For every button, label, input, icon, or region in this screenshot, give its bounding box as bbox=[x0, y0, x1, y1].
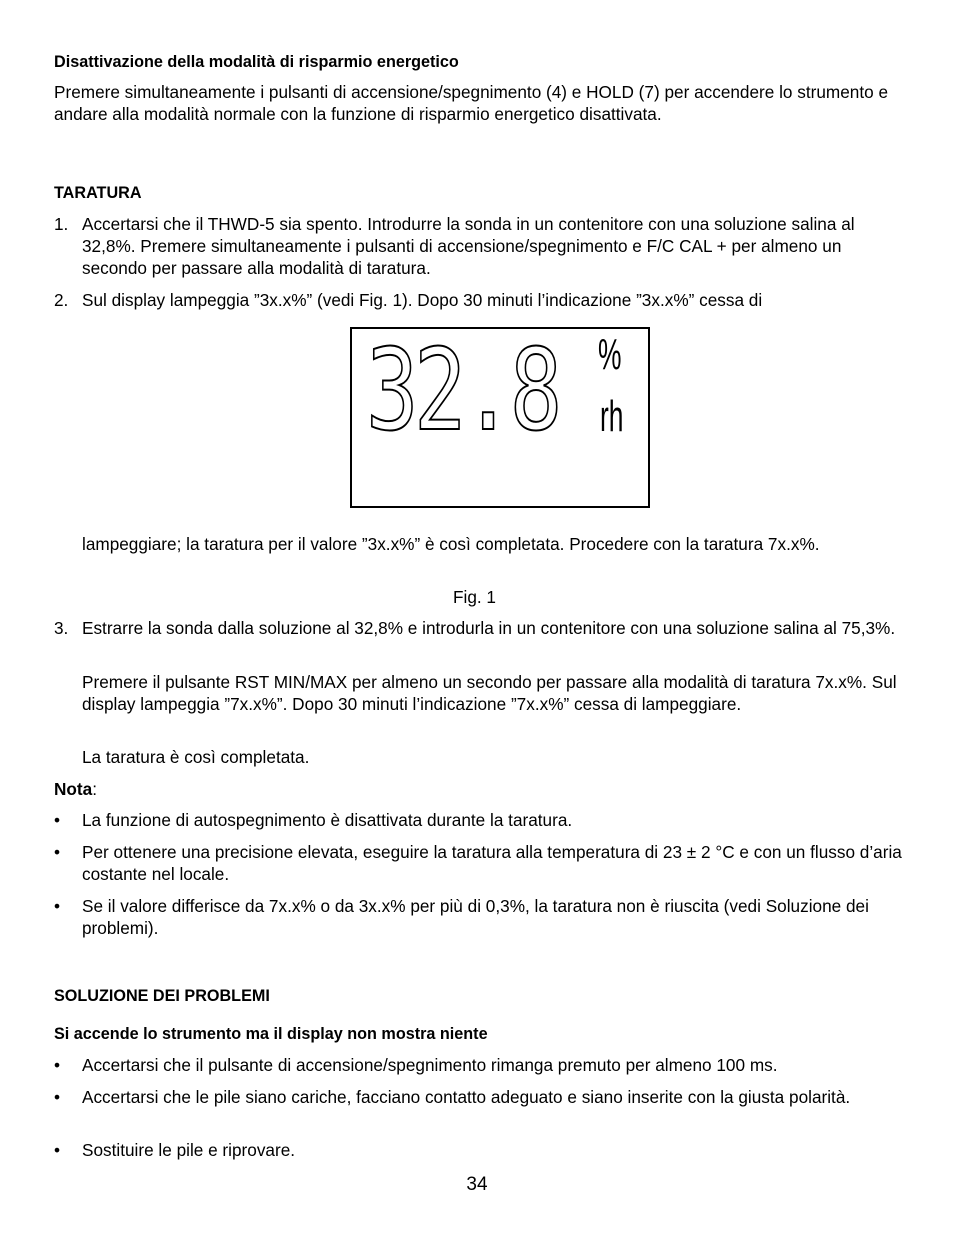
note-colon: : bbox=[92, 779, 97, 799]
troubleshooting-item: Accertarsi che le pile siano cariche, facciano contatto adeguato e siano inserite con la giusta polarità. bbox=[82, 1087, 851, 1107]
lcd-display-figure bbox=[350, 327, 650, 508]
step-number: 1. bbox=[54, 214, 69, 234]
bullet: • bbox=[54, 810, 61, 830]
bullet: • bbox=[54, 1087, 61, 1107]
troubleshooting-item: Accertarsi che il pulsante di accensione/spegnimento rimanga premuto per almeno 100 ms. bbox=[82, 1055, 778, 1075]
troubleshooting-item: Sostituire le pile e riprovare. bbox=[82, 1140, 296, 1160]
note-label-text: Nota bbox=[54, 779, 93, 799]
unit-percent: % bbox=[598, 330, 622, 379]
step-text: Sul display lampeggia ”3x.x%” (vedi Fig. 1). Dopo 30 minuti l’indicazione ”3x.x%” cessa di bbox=[82, 290, 763, 310]
step-number: 3. bbox=[54, 618, 69, 638]
bullet: • bbox=[54, 1055, 61, 1075]
bullet: • bbox=[54, 1140, 61, 1160]
unit-rh: rh bbox=[600, 392, 624, 441]
step-text: Estrarre la sonda dalla soluzione al 32,8% e introdurla in un contenitore con una soluzione salina al 75,3%. bbox=[82, 618, 896, 638]
step-text: La taratura è così completata. bbox=[82, 747, 310, 767]
step-number: 2. bbox=[54, 290, 69, 310]
figure-caption: Fig. 1 bbox=[453, 587, 496, 607]
section-heading-power-saving: Disattivazione della modalità di risparmio energetico bbox=[54, 53, 459, 71]
troubleshooting-subheading: Si accende lo strumento ma il display non mostra niente bbox=[54, 1025, 488, 1043]
step-text-continued: lampeggiare; la taratura per il valore ”3x.x%” è così completata. Procedere con la taratura 7x.x%. bbox=[82, 534, 820, 554]
section-heading-troubleshooting: SOLUZIONE DEI PROBLEMI bbox=[54, 987, 270, 1005]
power-saving-paragraph: Premere simultaneamente i pulsanti di accensione/spegnimento (4) e HOLD (7) per accendere lo strumento e andare alla modalità normale con la funzione di risparmio energetico disattivata. bbox=[54, 82, 889, 124]
bullet: • bbox=[54, 842, 61, 862]
bullet: • bbox=[54, 896, 61, 916]
step-text: Premere il pulsante RST MIN/MAX per almeno un secondo per passare alla modalità di taratura 7x.x%. Sul display lampeggia ”7x.x%”. Dopo 30 minuti l’indicazione ”7x.x%” cessa di lampeggiare. bbox=[82, 672, 897, 714]
step-text: Accertarsi che il THWD-5 sia spento. Introdurre la sonda in un contenitore con una soluzione salina al 32,8%. Premere simultaneamente i pulsanti di accensione/spegnimento e F/C CAL + per almeno un secondo per passare alla modalità di taratura. bbox=[82, 214, 855, 278]
section-heading-calibration: TARATURA bbox=[54, 184, 142, 202]
note-label bbox=[54, 778, 904, 800]
page-number: 34 bbox=[466, 1174, 488, 1195]
note-item: La funzione di autospegnimento è disattivata durante la taratura. bbox=[82, 810, 573, 830]
lcd-display-value: 32.8 bbox=[366, 327, 558, 456]
note-item: Se il valore differisce da 7x.x% o da 3x.x% per più di 0,3%, la taratura non è riuscita (vedi Soluzione dei problemi). bbox=[82, 896, 869, 938]
note-item: Per ottenere una precisione elevata, eseguire la taratura alla temperatura di 23 ± 2 °C e con un flusso d’aria costante nel locale. bbox=[82, 842, 902, 884]
